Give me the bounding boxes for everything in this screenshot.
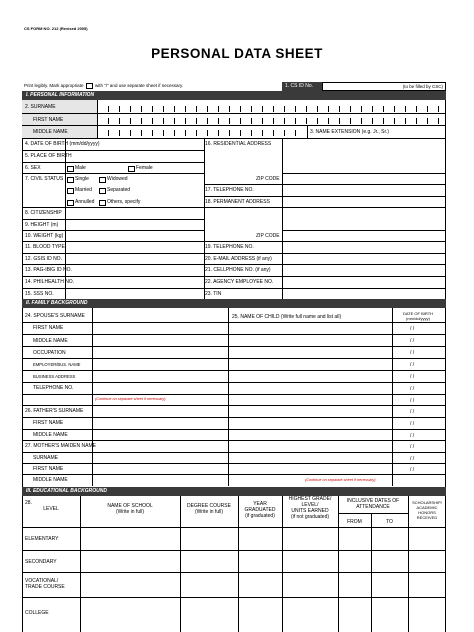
single-checkbox[interactable] [67,177,74,183]
weight-label: 10. WEIGHT (kg) [25,233,64,239]
philhealth-label: 14. PHILHEALTH NO. [25,279,75,285]
character-box-tick [295,106,296,112]
year-grad-header-2: GRADUATED [244,507,276,513]
child-dob-field[interactable]: / / [410,444,415,450]
character-box-tick [130,130,131,136]
cellphone-label: 21. CELLPHONE NO. (if any) [205,267,271,273]
divider [22,527,446,528]
character-box-tick [251,106,252,112]
divider [228,308,229,486]
divider [22,417,228,418]
divider [22,370,228,371]
divider [22,358,228,359]
annulled-checkbox[interactable] [67,200,74,206]
character-box-tick [108,118,109,124]
cs-id-note: (to be filled by CSC) [402,84,443,89]
continue-note-2: (Continue on separate sheet if necessary) [305,478,376,482]
character-box-tick [295,118,296,124]
divider [22,125,446,126]
vocational-label: VOCATIONAL/ [25,578,59,584]
level-header: LEVEL [43,506,59,512]
school-header: NAME OF SCHOOL [107,503,153,509]
character-box-tick [427,106,428,112]
scholarship-header-2: ACADEMIC [416,505,438,510]
sss-label: 15. SSS NO. [25,291,54,297]
divider [228,382,446,383]
character-box-tick [229,118,230,124]
form-number: CS FORM NO. 212 (Revised 2005) [24,26,88,31]
divider [22,264,446,265]
divider [22,405,228,406]
divider [22,463,228,464]
character-box-tick [350,118,351,124]
divider [282,496,283,632]
widowed-label: Widowed [107,176,128,182]
divider [228,358,446,359]
degree-sub-header: (Write in full) [195,509,223,515]
divider [22,382,228,383]
blood-type-label: 11. BLOOD TYPE [25,244,65,250]
divider [65,138,66,299]
divider [22,253,446,254]
character-box-tick [394,106,395,112]
divider [338,496,339,632]
annulled-label: Annulled [75,199,95,205]
employer-label: EMPLOYER/BUS. NAME [33,362,81,367]
cs-id-field[interactable] [322,82,446,91]
scholarship-header-3: HONORS [418,510,436,515]
character-box-tick [196,130,197,136]
checkbox-icon [86,83,93,89]
business-address-label: BUSINESS ADDRESS [33,374,76,379]
character-box-tick [350,106,351,112]
divider [228,440,446,441]
highest-header-2: LEVEL/ [301,502,319,508]
father-first-name-label: FIRST NAME [33,420,64,426]
child-dob-field[interactable]: / / [410,326,415,332]
character-box-tick [438,106,439,112]
highest-header: HIGHEST GRADE/ [288,496,332,502]
continue-note: (Continue on separate sheet if necessary) [95,397,166,401]
divider [22,288,446,289]
divider [22,150,204,151]
child-dob-field[interactable]: / / [410,386,415,392]
divider [22,207,446,208]
character-box-tick [361,118,362,124]
character-box-tick [262,118,263,124]
child-dob-field[interactable]: / / [410,374,415,380]
divider [22,429,228,430]
father-surname-label: 26. FATHER'S SURNAME [25,408,84,414]
character-box-tick [394,118,395,124]
edu-number: 28. [25,500,32,506]
character-box-tick [229,130,230,136]
mother-middle-name-label: MIDDLE NAME [33,477,68,483]
character-box-tick [130,106,131,112]
character-box-tick [152,106,153,112]
print-note-text-2: with "/" and use separate sheet if necessary. [94,83,184,89]
college-label: COLLEGE [25,610,49,616]
telephone-19-label: 19. TELEPHONE NO. [205,244,254,250]
cs-id-label: 1. CS ID No. [282,82,322,91]
gsis-label: 12. GSIS ID NO. [25,256,62,262]
male-label: Male [75,165,86,171]
character-box-tick [262,130,263,136]
character-box-tick [141,118,142,124]
divider [22,162,204,163]
character-box-tick [251,130,252,136]
secondary-label: SECONDARY [25,559,57,565]
sex-label: 6. SEX [25,165,41,171]
divider [22,440,228,441]
divider [228,463,446,464]
character-box-tick [240,118,241,124]
character-box-tick [108,130,109,136]
character-box-tick [240,130,241,136]
divider [22,276,446,277]
character-box-tick [207,106,208,112]
mother-maiden-label: 27. MOTHER'S MAIDEN NAME [25,443,96,449]
character-box-tick [119,118,120,124]
character-box-tick [185,130,186,136]
divider [228,417,446,418]
divider [228,322,446,323]
school-sub-header: (Write in full) [116,509,144,515]
character-box-tick [262,106,263,112]
separated-label: Separated [107,187,131,193]
child-dob-field[interactable]: / / [410,421,415,427]
divider [22,572,446,573]
character-box-tick [416,118,417,124]
divider [228,452,446,453]
character-box-tick [174,130,175,136]
inclusive-header-2: ATTENDANCE [356,504,390,510]
character-box-tick [251,118,252,124]
male-checkbox[interactable] [67,166,74,172]
character-box-tick [372,118,373,124]
father-middle-name-label: MIDDLE NAME [33,432,68,438]
character-box-tick [405,106,406,112]
character-box-tick [284,118,285,124]
divider [307,125,308,138]
year-grad-header-3: (if graduated) [245,513,275,519]
divider [204,184,446,185]
character-box-tick [361,106,362,112]
child-dob-field[interactable]: / / [410,398,415,404]
residential-address-label: 16. RESIDENTIAL ADDRESS [205,141,272,147]
female-label: Female [136,165,153,171]
name-extension-label: 3. NAME EXTENSION (e.g. Jr., Sr.) [310,129,389,135]
character-box-tick [383,106,384,112]
spouse-surname-label: 24. SPOUSE'S SURNAME [25,313,85,319]
character-box-tick [427,118,428,124]
divider [22,219,204,220]
child-dob-field[interactable]: / / [410,433,415,439]
character-box-tick [108,106,109,112]
divider [180,496,181,632]
female-checkbox[interactable] [128,166,135,172]
divider [371,513,372,632]
divider [22,241,446,242]
child-dob-field[interactable]: / / [410,409,415,415]
divider [238,496,239,632]
divider [228,370,446,371]
scholarship-header-4: RECEIVED [416,515,438,520]
character-box-tick [383,118,384,124]
first-name-label: FIRST NAME [33,117,64,123]
character-box-tick [152,130,153,136]
divider [22,452,228,453]
zip-code-2-label: ZIP CODE [256,233,280,239]
children-label: 25. NAME OF CHILD (Write full name and list all) [232,314,342,320]
others-checkbox[interactable] [99,200,106,206]
print-note-text: Print legibly. Mark appropriate [24,83,84,89]
others-label: Others, specify [107,199,141,205]
section-education-header: III. EDUCATIONAL BACKGROUND [22,487,446,496]
surname-label: 2. SURNAME [25,104,56,110]
child-dob-field[interactable]: / / [410,338,415,344]
divider [22,334,228,335]
divider [228,429,446,430]
spouse-telephone-label: TELEPHONE NO. [33,385,74,391]
highest-header-3: UNITS EARNED [291,508,329,514]
divider [338,513,408,514]
character-box-tick [185,106,186,112]
character-box-tick [174,118,175,124]
character-box-tick [229,106,230,112]
character-box-tick [152,118,153,124]
permanent-address-label: 18. PERMANENT ADDRESS [205,199,270,205]
dob-label: 4. DATE OF BIRTH (mm/dd/yyyy) [25,141,100,147]
divider [22,230,204,231]
character-box-tick [218,118,219,124]
character-box-tick [141,106,142,112]
character-box-tick [405,118,406,124]
divider [228,346,446,347]
cs-id-box [282,82,446,91]
mother-surname-label: SURNAME [33,455,59,461]
character-box-tick [306,118,307,124]
to-header: TO [386,519,393,525]
widowed-checkbox[interactable] [99,177,106,183]
child-dob-field[interactable]: / / [410,456,415,462]
character-box-tick [372,106,373,112]
divider [92,308,93,486]
zip-code-label: ZIP CODE [256,176,280,182]
character-box-tick [163,118,164,124]
character-box-tick [185,118,186,124]
spouse-first-name-label: FIRST NAME [33,325,64,331]
child-dob-label: DATE OF BIRTH (mm/dd/yyyy) [402,311,434,321]
from-header: FROM [347,519,362,525]
character-box-tick [317,118,318,124]
trade-course-label: TRADE COURSE [25,584,65,590]
character-box-tick [119,130,120,136]
pagibig-label: 13. PAG-IBIG ID NO. [25,267,72,273]
agency-no-label: 22. AGENCY EMPLOYEE NO. [205,279,274,285]
divider [22,394,228,395]
married-checkbox[interactable] [67,188,74,194]
telephone-17-label: 17. TELEPHONE NO. [205,187,254,193]
inclusive-header: INCLUSIVE DATES OF [346,498,400,504]
character-box-tick [339,106,340,112]
character-box-tick [295,130,296,136]
print-note [24,83,183,89]
character-box-tick [273,106,274,112]
divider [22,173,204,174]
divider [22,138,446,139]
character-box-tick [163,130,164,136]
spouse-middle-name-label: MIDDLE NAME [33,338,68,344]
height-label: 9. HEIGHT (m) [25,222,59,228]
child-dob-field[interactable]: / / [410,467,415,473]
character-box-tick [163,106,164,112]
divider [80,496,81,632]
divider [282,173,446,174]
separated-checkbox[interactable] [99,188,106,194]
character-box-tick [273,118,274,124]
citizenship-label: 8. CITIZENSHIP [25,210,62,216]
divider [408,496,409,632]
character-box-tick [218,130,219,136]
divider [22,550,446,551]
divider [282,230,446,231]
character-box-tick [438,118,439,124]
year-grad-header: YEAR [253,501,267,507]
divider [22,474,228,475]
character-box-tick [196,106,197,112]
divider [228,334,446,335]
character-box-tick [141,130,142,136]
tin-label: 23. TIN [205,291,222,297]
character-box-tick [416,106,417,112]
degree-header: DEGREE COURSE [187,503,231,509]
character-box-tick [273,130,274,136]
divider [22,113,446,114]
divider [282,138,283,299]
civil-status-label: 7. CIVIL STATUS [25,176,64,182]
character-box-tick [328,118,329,124]
divider [392,308,393,486]
character-box-tick [284,106,285,112]
divider [22,346,228,347]
divider [228,405,446,406]
character-box-tick [130,118,131,124]
married-label: Married [75,187,92,193]
divider [228,394,446,395]
character-box-tick [240,106,241,112]
character-box-tick [328,106,329,112]
occupation-label: OCCUPATION [33,350,66,356]
middle-name-label: MIDDLE NAME [33,129,68,135]
character-box-tick [218,106,219,112]
divider [97,100,98,138]
character-box-tick [207,118,208,124]
pob-label: 5. PLACE OF BIRTH [25,153,72,159]
character-box-tick [317,106,318,112]
character-box-tick [174,106,175,112]
divider [228,474,446,475]
child-dob-field[interactable]: / / [410,362,415,368]
email-label: 20. E-MAIL ADDRESS (if any) [205,256,272,262]
divider [22,322,228,323]
scholarship-header: SCHOLARSHIP/ [412,500,442,505]
elementary-label: ELEMENTARY [25,536,59,542]
character-box-tick [207,130,208,136]
section-family-header: II. FAMILY BACKGROUND [22,299,446,308]
character-box-tick [306,106,307,112]
divider [204,196,446,197]
character-box-tick [119,106,120,112]
child-dob-field[interactable]: / / [410,350,415,356]
character-box-tick [284,130,285,136]
character-box-tick [196,118,197,124]
page-title: PERSONAL DATA SHEET [151,46,323,61]
section-personal-header: I. PERSONAL INFORMATION [22,91,446,100]
highest-header-4: (if not graduated) [290,514,330,520]
divider [204,138,205,299]
divider [22,597,446,598]
single-label: Single [75,176,89,182]
character-box-tick [339,118,340,124]
mother-first-name-label: FIRST NAME [33,466,64,472]
